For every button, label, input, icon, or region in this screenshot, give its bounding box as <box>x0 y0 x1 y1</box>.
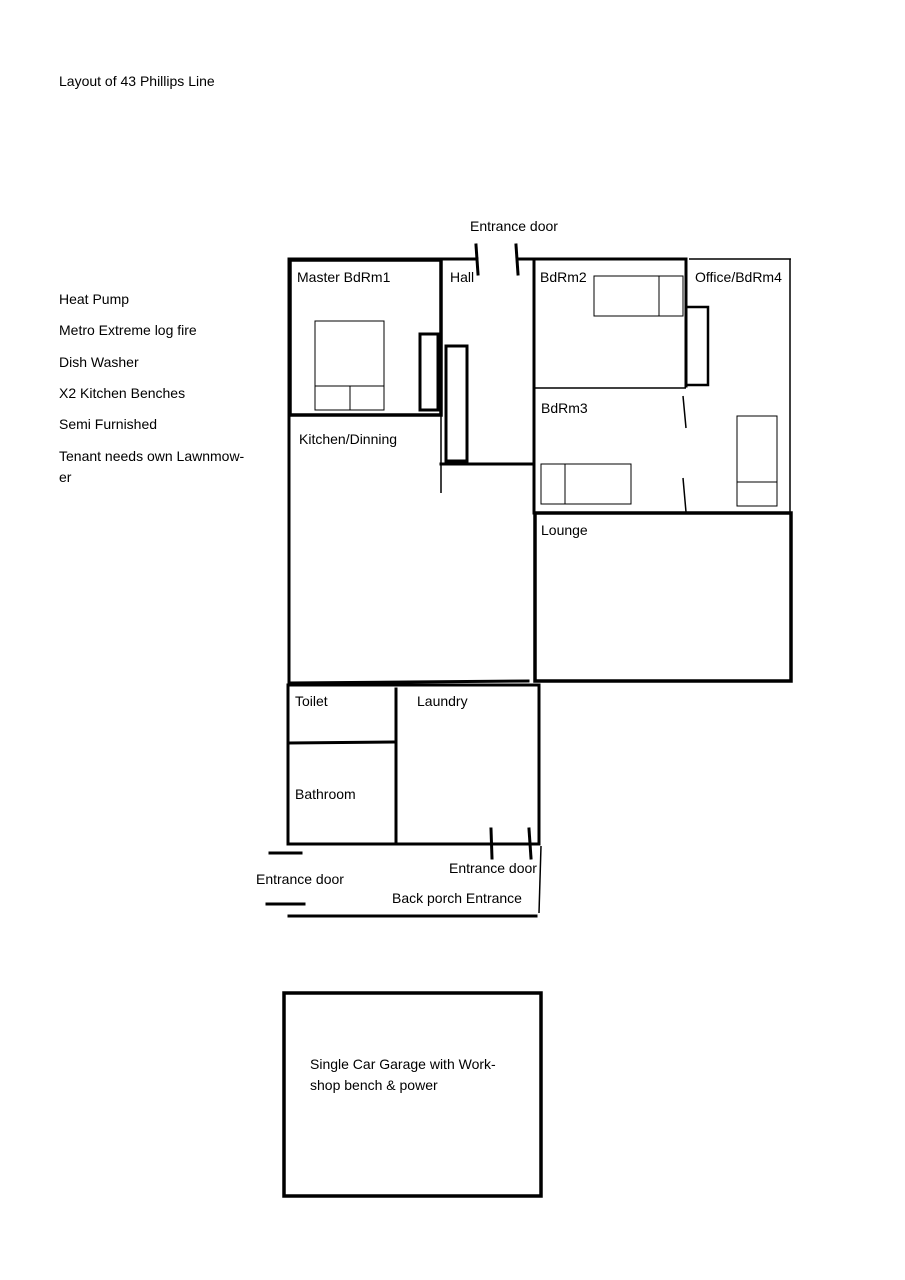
feature-lawnmower-cont: er <box>59 469 72 485</box>
label-back-porch: Back porch Entrance <box>392 890 522 906</box>
label-kitchen: Kitchen/Dinning <box>299 431 398 447</box>
bed-icon <box>594 276 683 316</box>
label-hall: Hall <box>450 269 475 285</box>
label-garage-line1: Single Car Garage with Work- <box>310 1056 496 1072</box>
door-markers <box>476 245 531 858</box>
plan-title: Layout of 43 Phillips Line <box>59 73 215 89</box>
label-lounge: Lounge <box>541 522 588 538</box>
feature-kitchen-benches: X2 Kitchen Benches <box>59 385 186 401</box>
bed-icon <box>737 416 777 506</box>
garage <box>284 993 541 1196</box>
label-office: Office/BdRm4 <box>695 269 782 285</box>
label-side-entrance: Entrance door <box>256 871 344 887</box>
house-walls <box>267 259 791 916</box>
label-toilet: Toilet <box>295 693 328 709</box>
feature-semi-furnished: Semi Furnished <box>59 416 158 432</box>
bed-icon <box>541 464 631 504</box>
bed-icon <box>315 321 384 410</box>
feature-list <box>59 291 245 485</box>
label-back-entrance: Entrance door <box>449 860 537 876</box>
feature-log-fire: Metro Extreme log fire <box>59 322 197 338</box>
door-labels <box>256 218 558 906</box>
label-garage-line2: shop bench & power <box>310 1077 438 1093</box>
label-master-bedroom: Master BdRm1 <box>297 269 391 285</box>
label-bedroom-2: BdRm2 <box>540 269 587 285</box>
label-bathroom: Bathroom <box>295 786 356 802</box>
feature-lawnmower: Tenant needs own Lawnmow- <box>59 448 245 464</box>
label-laundry: Laundry <box>417 693 468 709</box>
feature-heat-pump: Heat Pump <box>59 291 130 307</box>
label-bedroom-3: BdRm3 <box>541 400 588 416</box>
feature-dish-washer: Dish Washer <box>59 354 139 370</box>
label-front-entrance: Entrance door <box>470 218 558 234</box>
